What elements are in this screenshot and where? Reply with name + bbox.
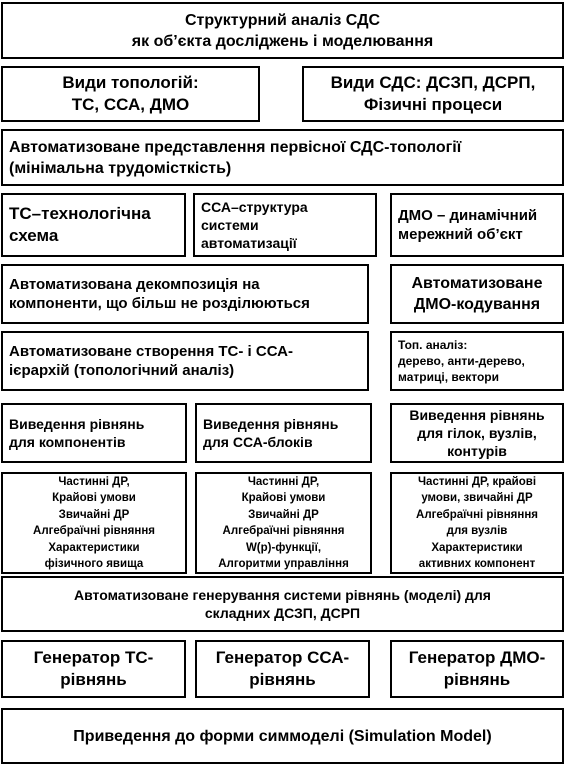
gen-ssa-line-2: рівнянь [249,670,316,689]
eq-ssa-blocks-line-2: для ССА-блоків [203,434,313,450]
auto-representation-line-2: (мінімальна трудомісткість) [9,159,232,177]
auto-generation-line-1: Автоматизоване генерування системи рівнянь (моделі) для [74,587,491,603]
details-components-line-1: Частинні ДР, [58,475,130,488]
ssa-line-2: системи [201,217,259,233]
dmo-line-1: ДМО – динамічний [398,207,538,224]
eq-branches-line-1: Виведення рівнянь [409,407,545,423]
gen-dmo-line-1: Генератор ДМО- [408,648,546,667]
eq-ssa-blocks-line-1: Виведення рівнянь [203,416,339,432]
details-branches-line-5: Характеристики [431,541,523,554]
details-components-box [1,472,187,574]
final-line-1: Приведення до форми симмоделі (Simulation Model) [73,727,492,745]
details-ssa-line-2: Крайові умови [241,492,326,504]
details-components-line-5: Характеристики [48,541,140,554]
decomposition-box [1,264,369,324]
eq-ssa-blocks-box [195,403,372,463]
top-analysis-box [390,331,564,391]
ssa-box [193,193,377,257]
details-components-line-4: Алгебраїчні рівняння [33,525,155,537]
ssa-line-1: ССА–структура [201,199,308,215]
details-branches-box [390,472,564,574]
details-ssa-box [195,472,372,574]
final-box [1,708,564,764]
dmo-box [390,193,564,257]
ts-line-1: ТС–технологічна [9,204,151,223]
details-components-line-2: Крайові умови [52,492,136,504]
details-branches-line-2: умови, звичайні ДР [421,492,533,504]
details-components-line-3: Звичайні ДР [58,508,130,521]
hierarchy-box [1,331,369,391]
gen-ts-line-1: Генератор ТС- [33,648,154,667]
auto-generation-line-2: складних ДСЗП, ДСРП [204,605,361,621]
dmo-coding-box [390,264,564,324]
title-box [1,2,564,59]
topology-types-box [1,66,260,122]
title-line-2: як об’єкта досліджень і моделювання [131,32,434,50]
details-branches-line-4: для вузлів [446,525,508,537]
ssa-line-3: автоматизації [201,235,297,251]
topology-types-line-2: ТС, ССА, ДМО [71,95,190,114]
auto-generation-box [1,576,564,632]
details-ssa-line-1: Частинні ДР, [247,475,320,488]
top-analysis-line-1: Топ. аналіз: [398,338,468,352]
sds-types-box [302,66,564,122]
details-ssa-line-6: Алгоритми управління [218,558,349,570]
ts-line-2: схема [9,226,59,245]
title-line-1: Структурний аналіз СДС [184,11,381,29]
details-ssa-line-4: Алгебраїчні рівняння [222,525,345,537]
eq-branches-box [390,403,564,463]
top-analysis-line-2: дерево, анти-дерево, [398,354,525,368]
eq-branches-line-3: контурів [447,443,507,459]
hierarchy-line-2: ієрархій (топологічний аналіз) [9,362,235,379]
gen-dmo-line-2: рівнянь [443,670,511,689]
eq-components-line-2: для компонентів [9,434,126,450]
sds-types-line-1: Види СДС: ДСЗП, ДСРП, [330,73,536,92]
gen-ssa-box [195,640,370,698]
gen-ssa-line-1: Генератор ССА- [215,648,350,667]
sds-types-line-2: Фізичні процеси [363,95,503,114]
eq-components-line-1: Виведення рівнянь [9,416,145,432]
gen-dmo-box [390,640,564,698]
auto-representation-line-1: Автоматизоване представлення первісної СДС-топології [9,138,462,156]
ts-box [1,193,186,257]
details-components-line-6: фізичного явища [44,558,144,570]
dmo-coding-line-1: Автоматизоване [411,275,543,292]
hierarchy-line-1: Автоматизоване створення ТС- і ССА- [9,343,293,360]
dmo-line-2: мережний об’єкт [398,226,523,243]
eq-branches-line-2: для гілок, вузлів, [417,425,537,441]
gen-ts-box [1,640,186,698]
decomposition-line-1: Автоматизована декомпозиція на [9,276,260,293]
decomposition-line-2: компоненти, що більш не розділюються [9,295,310,312]
details-branches-line-3: Алгебраїчні рівняння [416,508,538,521]
details-branches-line-6: активних компонент [418,558,536,570]
dmo-coding-line-2: ДМО-кодування [413,296,541,313]
top-analysis-line-3: матриці, вектори [398,370,500,384]
topology-types-line-1: Види топологій: [62,73,199,92]
auto-representation-box [1,129,564,186]
details-ssa-line-5: W(p)-функції, [245,541,322,554]
gen-ts-line-2: рівнянь [60,670,127,689]
eq-components-box [1,403,187,463]
details-ssa-line-3: Звичайні ДР [248,508,319,521]
details-branches-line-1: Частинні ДР, крайові [417,475,537,488]
